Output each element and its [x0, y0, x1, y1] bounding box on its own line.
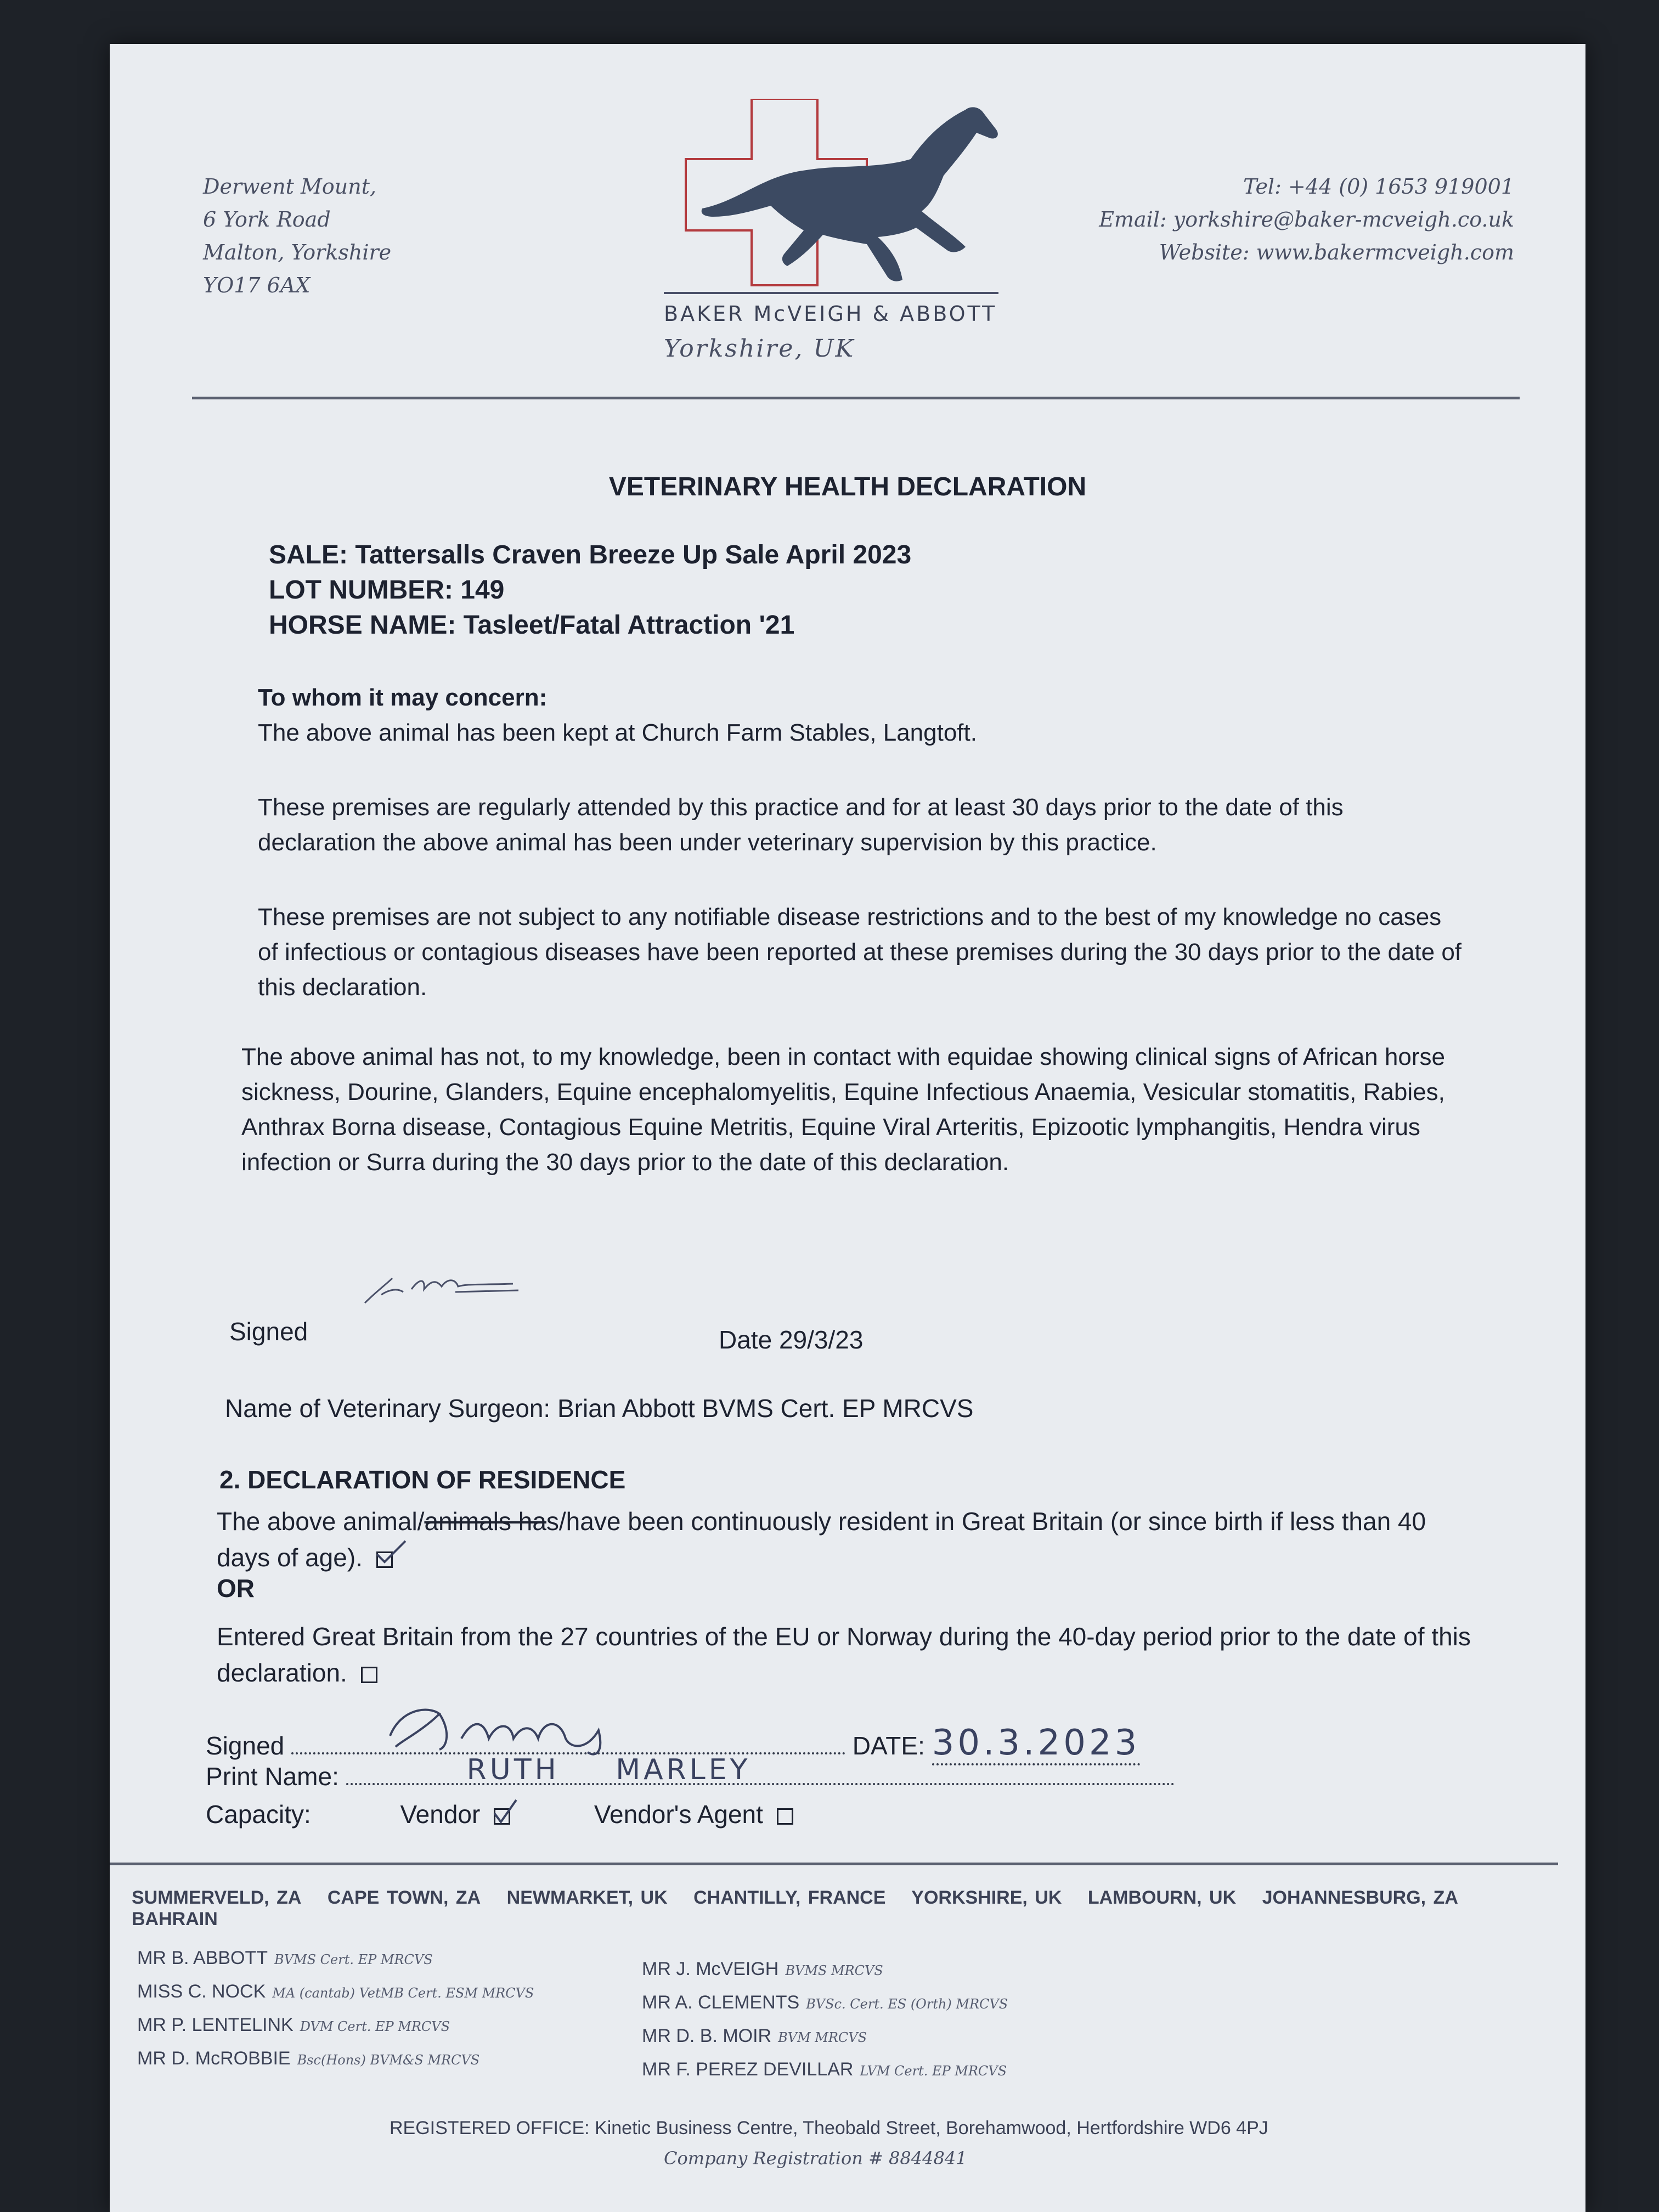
staff-quals: BVMS Cert. EP MRCVS [274, 1952, 433, 1967]
office-location: BAHRAIN [132, 1909, 218, 1929]
signed-label: Signed [206, 1731, 285, 1760]
staff-name: MR F. PEREZ DEVILLAR [642, 2059, 854, 2080]
staff-quals: DVM Cert. EP MRCVS [300, 2019, 450, 2034]
address-line: Derwent Mount, [203, 174, 377, 199]
staff-entry [642, 2020, 1008, 2053]
staff-entry [642, 2053, 1008, 2087]
address-line: 6 York Road [203, 207, 331, 232]
staff-quals: Bsc(Hons) BVM&S MRCVS [297, 2052, 480, 2068]
vendor-label: Vendor [400, 1800, 481, 1829]
vet-signed-label: Signed [229, 1317, 308, 1346]
salutation: To whom it may concern: [258, 684, 548, 711]
capacity-label: Capacity: [206, 1800, 311, 1829]
residence-date: 30.3.2023 [932, 1723, 1141, 1765]
option1-text-b: s/have been continuously resident in Great Britain (or since birth if less than 40 days of age). [217, 1507, 1426, 1572]
residence-option-1 [217, 1503, 1479, 1576]
header-divider [192, 397, 1520, 399]
option2-checkbox[interactable] [361, 1667, 377, 1683]
phone-line: Tel: +44 (0) 1653 919001 [1243, 174, 1514, 199]
office-location: NEWMARKET, UK [506, 1887, 668, 1908]
firm-region: Yorkshire, UK [664, 335, 855, 363]
office-locations [132, 1887, 1585, 1930]
staff-name: MR D. McROBBIE [137, 2048, 291, 2069]
staff-entry [137, 1942, 534, 1976]
staff-list-right [642, 1953, 1008, 2087]
print-name-row [206, 1753, 1175, 1791]
address-line: YO17 6AX [203, 273, 311, 297]
paragraph-kept: The above animal has been kept at Church Farm Stables, Langtoft. [258, 719, 977, 746]
website-line: Website: www.bakermcveigh.com [1159, 240, 1514, 264]
document-title: VETERINARY HEALTH DECLARATION [608, 472, 1087, 501]
staff-name: MR A. CLEMENTS [642, 1992, 800, 2013]
staff-entry [137, 2009, 534, 2042]
staff-name: MR B. ABBOTT [137, 1948, 268, 1968]
declaration-page [110, 44, 1585, 2212]
firm-underline [664, 292, 998, 294]
lot-line: LOT NUMBER: 149 [269, 575, 505, 605]
paragraph-restrictions: These premises are not subject to any notifiable disease restrictions and to the best of my knowledge no cases of infectious or contagious diseases have been reported at these premises during the 30 days prior to the date of this declaration. [258, 904, 1462, 1001]
option1-struck-text: animals ha [424, 1507, 546, 1536]
staff-quals: BVMS MRCVS [785, 1963, 883, 1978]
office-location: CAPE TOWN, ZA [327, 1887, 481, 1908]
office-location: YORKSHIRE, UK [911, 1887, 1062, 1908]
practice-address [203, 170, 391, 302]
option2-text: Entered Great Britain from the 27 countries of the EU or Norway during the 40-day period prior to the date of this declaration. [217, 1622, 1471, 1687]
office-location: CHANTILLY, FRANCE [693, 1887, 886, 1908]
staff-quals: BVM MRCVS [778, 2030, 867, 2045]
vet-name: Name of Veterinary Surgeon: Brian Abbott BVMS Cert. EP MRCVS [225, 1394, 974, 1423]
staff-entry [642, 1987, 1008, 2020]
print-name-line [346, 1753, 1175, 1786]
option1-checkbox[interactable] [376, 1551, 393, 1568]
print-name-value: RUTH MARLEY [466, 1753, 751, 1786]
staff-name: MR J. McVEIGH [642, 1959, 779, 1979]
address-line: Malton, Yorkshire [203, 240, 392, 264]
staff-name: MR D. B. MOIR [642, 2025, 772, 2046]
practice-contact [1099, 170, 1514, 269]
or-separator: OR [217, 1574, 255, 1602]
sale-line: SALE: Tattersalls Craven Breeze Up Sale April 2023 [269, 540, 912, 569]
staff-entry [137, 2042, 534, 2076]
date-label: DATE: [852, 1731, 925, 1760]
cross-horse-logo-icon [680, 99, 1031, 318]
office-location: LAMBOURN, UK [1087, 1887, 1237, 1908]
staff-quals: BVSc. Cert. ES (Orth) MRCVS [806, 1996, 1008, 2012]
office-location: JOHANNESBURG, ZA [1262, 1887, 1458, 1908]
paragraph-supervision: These premises are regularly attended by this practice and for at least 30 days prior to the date of this declaration the above animal has been under veterinary supervision by this practice. [258, 794, 1344, 856]
staff-name: MISS C. NOCK [137, 1981, 266, 2002]
staff-quals: LVM Cert. EP MRCVS [860, 2063, 1007, 2079]
sale-details [269, 538, 911, 643]
staff-entry [137, 1976, 534, 2009]
staff-list-left [137, 1942, 534, 2076]
horse-line: HORSE NAME: Tasleet/Fatal Attraction '21 [269, 611, 795, 640]
vendor-agent-label: Vendor's Agent [594, 1800, 763, 1829]
vet-date: Date 29/3/23 [719, 1325, 864, 1354]
vendor-checkbox[interactable] [494, 1808, 510, 1825]
staff-entry [642, 1953, 1008, 1987]
residence-heading: 2. DECLARATION OF RESIDENCE [219, 1465, 626, 1494]
office-location: SUMMERVELD, ZA [132, 1887, 302, 1908]
staff-quals: MA (cantab) VetMB Cert. ESM MRCVS [272, 1985, 534, 2001]
paragraph-contact-diseases: The above animal has not, to my knowledge, been in contact with equidae showing clinical signs of African horse sickness, Dourine, Glanders, Equine encephalomyelitis, Equine Infectious Anaemia, Vesicular stomatitis, Rabies, Anthrax Borna disease, Contagious Equine Metritis, Equine Viral Arteritis, Epizootic lymphangitis, Hendra virus infection or Surra during the 30 days prior to the date of this declaration. [241, 1043, 1445, 1176]
footer-divider [110, 1863, 1558, 1865]
option1-text-a: The above animal/ [217, 1507, 425, 1536]
registered-office: REGISTERED OFFICE: Kinetic Business Centre, Theobald Street, Borehamwood, Hertfordshire WD6 4PJ [390, 2118, 1268, 2138]
residence-option-2 [217, 1618, 1479, 1691]
print-name-label: Print Name: [206, 1762, 339, 1791]
firm-name: BAKER McVEIGH & ABBOTT [664, 302, 997, 326]
vet-signature [359, 1262, 535, 1314]
email-line: Email: yorkshire@baker-mcveigh.co.uk [1099, 207, 1514, 232]
company-registration: Company Registration # 8844841 [664, 2148, 967, 2169]
salutation-block [258, 680, 1465, 751]
capacity-row [206, 1799, 793, 1829]
vendor-agent-checkbox[interactable] [777, 1808, 793, 1825]
staff-name: MR P. LENTELINK [137, 2015, 294, 2035]
